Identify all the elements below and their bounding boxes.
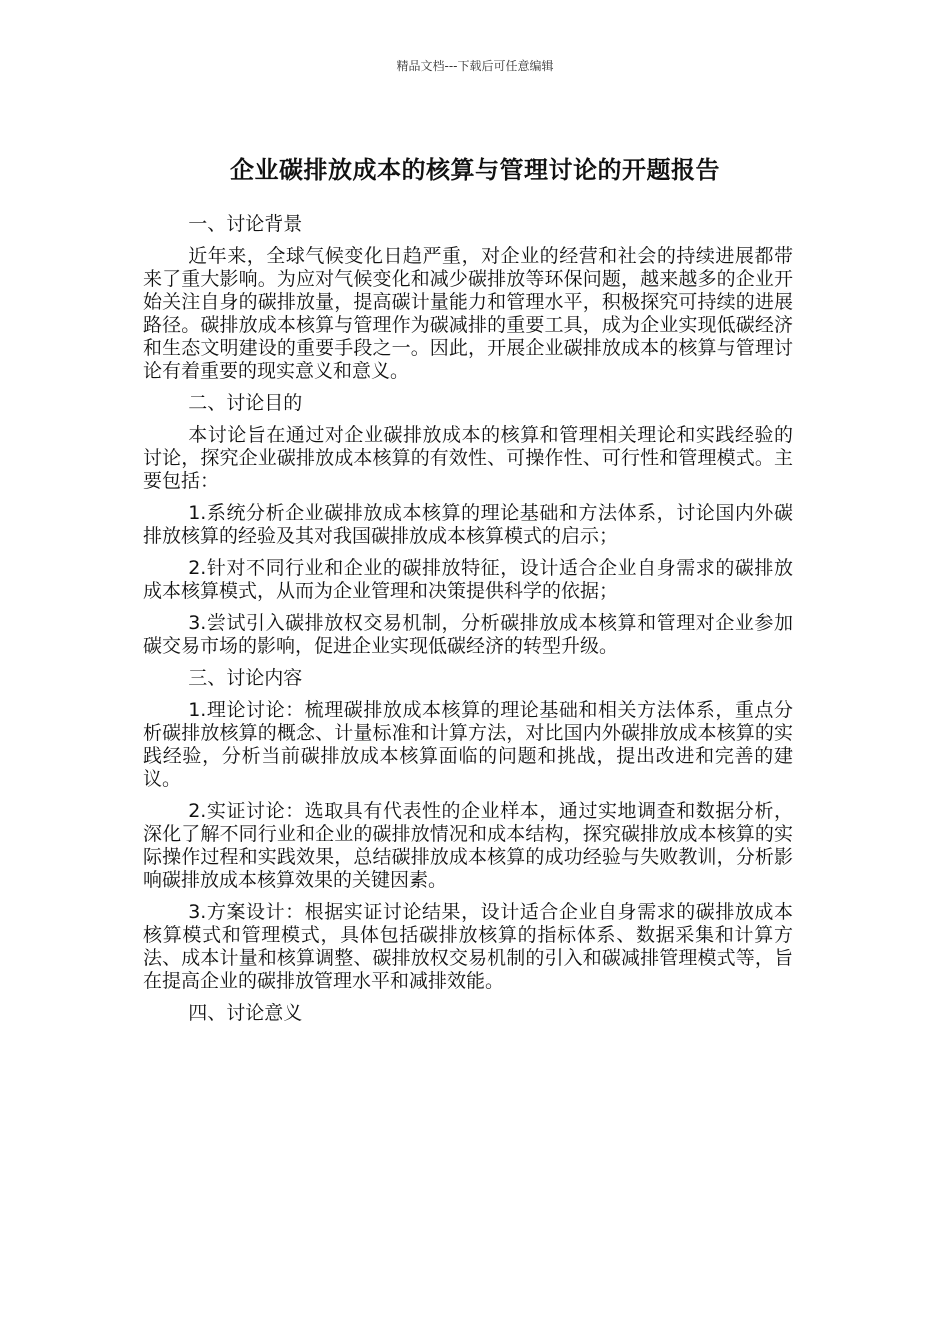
- list-item: 1.系统分析企业碳排放成本核算的理论基础和方法体系，讨论国内外碳排放核算的经验及其对我国碳排放成本核算模式的启示；: [143, 502, 793, 547]
- list-item: 2.针对不同行业和企业的碳排放特征，设计适合企业自身需求的碳排放成本核算模式，从而为企业管理和决策提供科学的依据；: [143, 557, 793, 602]
- section-heading: 三、讨论内容: [188, 667, 303, 689]
- list-item: 3.方案设计：根据实证讨论结果，设计适合企业自身需求的碳排放成本核算模式和管理模式，具体包括碳排放核算的指标体系、数据采集和计算方法、成本计量和核算调整、碳排放权交易机制的引入和碳减排管理模式等，旨在提高企业的碳排放管理水平和减排效能。: [143, 901, 793, 992]
- section-heading: 一、讨论背景: [188, 213, 303, 235]
- document-title: 企业碳排放成本的核算与管理讨论的开题报告: [230, 156, 720, 185]
- section-background: [143, 213, 793, 383]
- page-header: 精品文档---下载后可任意编辑: [396, 59, 554, 73]
- paragraph: 本讨论旨在通过对企业碳排放成本的核算和管理相关理论和实践经验的讨论，探究企业碳排放成本核算的有效性、可操作性、可行性和管理模式。主要包括：: [143, 424, 793, 492]
- section-heading: 四、讨论意义: [188, 1002, 303, 1024]
- paragraph: 近年来，全球气候变化日趋严重，对企业的经营和社会的持续进展都带来了重大影响。为应对气候变化和减少碳排放等环保问题，越来越多的企业开始关注自身的碳排放量，提高碳计量能力和管理水平，积极探究可持续的进展路径。碳排放成本核算与管理作为碳减排的重要工具，成为企业实现低碳经济和生态文明建设的重要手段之一。因此，开展企业碳排放成本的核算与管理讨论有着重要的现实意义和意义。: [143, 245, 793, 382]
- section-content: [143, 667, 793, 993]
- list-item: 1.理论讨论：梳理碳排放成本核算的理论基础和相关方法体系，重点分析碳排放核算的概念、计量标准和计算方法，对比国内外碳排放成本核算的实践经验，分析当前碳排放成本核算面临的问题和挑战，提出改进和完善的建议。: [143, 699, 793, 790]
- section-heading: 二、讨论目的: [188, 392, 303, 414]
- list-item: 3.尝试引入碳排放权交易机制，分析碳排放成本核算和管理对企业参加碳交易市场的影响，促进企业实现低碳经济的转型升级。: [143, 612, 793, 657]
- list-item: 2.实证讨论：选取具有代表性的企业样本，通过实地调查和数据分析，深化了解不同行业和企业的碳排放情况和成本结构，探究碳排放成本核算的实际操作过程和实践效果，总结碳排放成本核算的成功经验与失败教训，分析影响碳排放成本核算效果的关键因素。: [143, 800, 793, 891]
- section-purpose: [143, 392, 793, 658]
- section-significance: [143, 1002, 793, 1025]
- document-body: [143, 213, 793, 1034]
